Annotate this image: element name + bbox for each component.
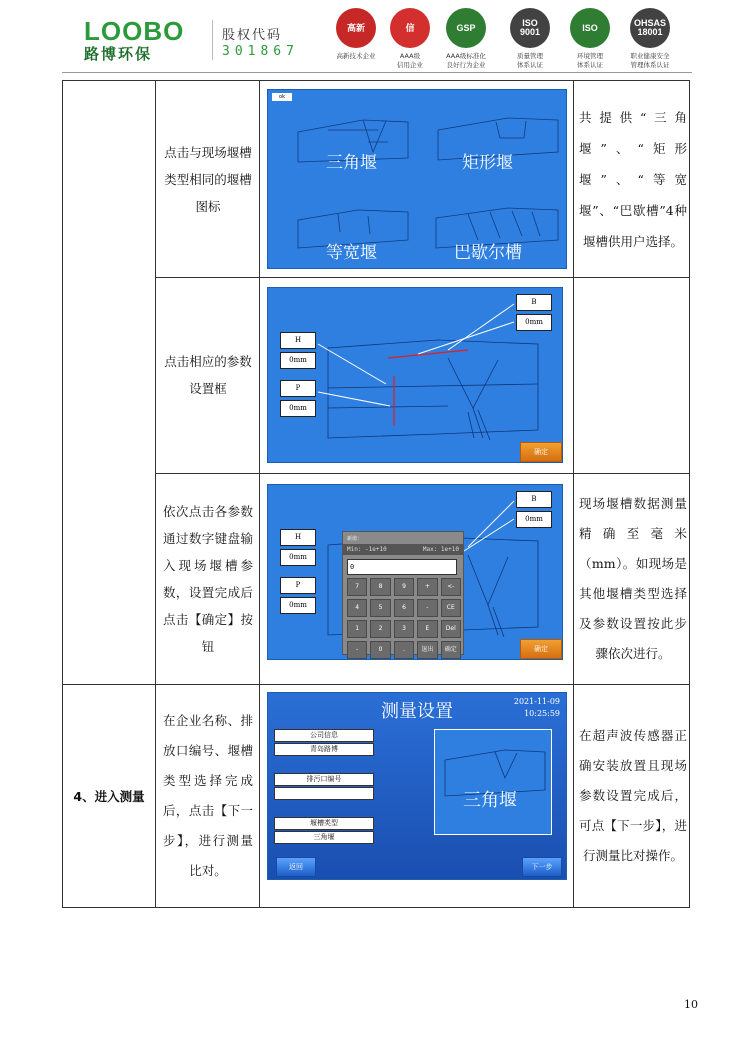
instruction-text: 在企业名称、排放口编号、堰槽类型选择完成后，点击【下一步】，进行测量比对。 xyxy=(163,713,253,878)
instruction-text: 点击与现场堰槽类型相同的堰槽图标 xyxy=(164,144,252,214)
back-button[interactable]: 返回 xyxy=(276,857,316,877)
outlet-number-input[interactable] xyxy=(274,787,374,800)
keypad-key[interactable]: 确定 xyxy=(441,641,461,659)
certification-badge xyxy=(500,8,560,70)
weir-type-label: 堰槽类型 xyxy=(274,817,374,830)
instruction-cell xyxy=(163,81,253,277)
page-number: 10 xyxy=(684,998,698,1011)
keypad-key[interactable]: 4 xyxy=(347,599,367,617)
outlet-number-label: 排污口编号 xyxy=(274,773,374,786)
instruction-cell xyxy=(163,473,253,684)
keypad-key[interactable]: 8 xyxy=(370,578,390,596)
confirm-button[interactable]: 确定 xyxy=(520,639,562,659)
clock-date: 2021-11-09 xyxy=(513,697,560,706)
certification-caption: 职业健康安全 管理体系认证 xyxy=(630,52,670,69)
param-entry-screen xyxy=(267,287,563,463)
keypad-key[interactable]: 6 xyxy=(394,599,414,617)
keypad-min: Min: -1e+10 xyxy=(347,546,387,553)
instruction-text: 点击相应的参数设置框 xyxy=(164,354,252,396)
page-header xyxy=(0,0,750,80)
company-info-label: 公司信息 xyxy=(274,729,374,742)
weir-diagrams xyxy=(268,90,567,269)
h-param-input[interactable]: 0mm xyxy=(280,352,316,369)
certification-badge xyxy=(620,8,680,70)
company-logo-chinese: 路博环保 xyxy=(84,45,153,63)
keypad-key[interactable]: 5 xyxy=(370,599,390,617)
keypad-keys xyxy=(347,578,461,659)
keypad-max: Max: 1e+10 xyxy=(422,546,459,553)
measure-settings-title: 测量设置 xyxy=(381,701,453,722)
col-divider xyxy=(573,81,574,907)
keypad-entry-screen xyxy=(267,484,563,660)
keypad-key[interactable]: 3 xyxy=(394,620,414,638)
weir-option-parshall[interactable]: 巴歇尔槽 xyxy=(454,243,522,263)
measure-settings-screen xyxy=(267,692,567,880)
certification-caption: AAA级标准化 良好行为企业 xyxy=(446,52,486,69)
weir-option-equal-width[interactable]: 等宽堰 xyxy=(326,243,377,263)
certification-badge xyxy=(380,8,440,70)
company-info-input[interactable]: 青岛路博 xyxy=(274,743,374,756)
keypad-title: 新值： xyxy=(347,536,363,542)
ohsas-icon: OHSAS 18001 xyxy=(630,8,670,48)
certification-caption: 高新技术企业 xyxy=(336,52,376,60)
keypad-input[interactable]: 0 xyxy=(347,559,457,575)
stock-code: 301867 xyxy=(222,44,299,59)
p-param-input[interactable]: 0mm xyxy=(280,400,316,417)
col-divider xyxy=(155,81,156,907)
note-text: 在超声波传感器正确安装放置且现场参数设置完成后，可点【下一步】，进行测量比对操作。 xyxy=(579,728,687,863)
keypad-key[interactable]: + xyxy=(417,578,437,596)
note-cell xyxy=(579,277,687,473)
keypad-key[interactable]: E xyxy=(417,620,437,638)
step-cell xyxy=(63,685,155,907)
clock-time: 10:25:59 xyxy=(524,709,560,718)
p-param-input[interactable]: 0mm xyxy=(280,597,316,614)
p-param-label: P xyxy=(280,380,316,397)
b-param-input[interactable]: 0mm xyxy=(516,511,552,528)
weir-preview xyxy=(434,729,552,835)
aaa-credit-icon: 信 xyxy=(390,8,430,48)
certification-badge xyxy=(560,8,620,70)
instruction-text: 依次点击各参数通过数字键盘输入现场堰槽参数，设置完成后点击【确定】按钮 xyxy=(163,503,253,654)
b-param-label: B xyxy=(516,294,552,311)
note-cell xyxy=(579,81,687,277)
weir-type-selection-screen xyxy=(267,89,567,269)
iso9001-icon: ISO 9001 xyxy=(510,8,550,48)
stock-label: 股权代码 xyxy=(222,28,283,43)
logo-divider xyxy=(212,20,213,60)
certification-badge xyxy=(436,8,496,70)
note-cell xyxy=(579,473,687,684)
clock-display xyxy=(514,696,560,720)
instruction-table xyxy=(62,80,690,908)
header-rule xyxy=(62,72,692,73)
certification-badge xyxy=(326,8,386,61)
env-mgmt-icon: ISO xyxy=(570,8,610,48)
certification-caption: 质量管理 体系认证 xyxy=(517,52,543,69)
keypad-key[interactable]: - xyxy=(417,599,437,617)
keypad-key[interactable]: - xyxy=(347,641,367,659)
keypad-key[interactable]: Del xyxy=(441,620,461,638)
col-divider xyxy=(259,81,260,907)
keypad-key[interactable]: <- xyxy=(441,578,461,596)
note-cell xyxy=(579,685,687,907)
keypad-key[interactable]: 1 xyxy=(347,620,367,638)
b-param-input[interactable]: 0mm xyxy=(516,314,552,331)
weir-preview-diagram xyxy=(435,730,553,836)
keypad-range xyxy=(343,544,463,555)
h-param-input[interactable]: 0mm xyxy=(280,549,316,566)
keypad-key[interactable]: 0 xyxy=(370,641,390,659)
h-param-label: H xyxy=(280,332,316,349)
keypad-key[interactable]: 退出 xyxy=(417,641,437,659)
note-text: 共提供“三角堰”、“矩形堰”、“等宽堰”、“巴歇槽”4种堰槽供用户选择。 xyxy=(579,109,687,249)
keypad-key[interactable]: 9 xyxy=(394,578,414,596)
step-label: 4、进入测量 xyxy=(73,788,145,804)
keypad-key[interactable]: 7 xyxy=(347,578,367,596)
weir-option-triangle[interactable]: 三角堰 xyxy=(326,153,377,173)
numeric-keypad xyxy=(342,531,464,655)
weir-preview-label: 三角堰 xyxy=(463,790,517,811)
keypad-key[interactable]: CE xyxy=(441,599,461,617)
company-logo: LOOBO xyxy=(84,16,185,46)
p-param-label: P xyxy=(280,577,316,594)
certification-caption: 环境管理 体系认证 xyxy=(577,52,603,69)
certification-caption: AAA级 信用企业 xyxy=(397,52,423,69)
next-step-button[interactable]: 下一步 xyxy=(522,857,562,877)
instruction-cell xyxy=(163,685,253,907)
weir-option-rectangle[interactable]: 矩形堰 xyxy=(462,153,513,173)
weir-type-select[interactable]: 三角堰 xyxy=(274,831,374,844)
gsp-icon: GSP xyxy=(446,8,486,48)
b-param-label: B xyxy=(516,491,552,508)
confirm-button[interactable]: 确定 xyxy=(520,442,562,462)
note-text: 现场堰槽数据测量精确至毫米（mm）。如现场是其他堰槽类型选择及参数设置按此步骤依次进行。 xyxy=(579,495,687,661)
h-param-label: H xyxy=(280,529,316,546)
high-tech-enterprise-icon: 高新 xyxy=(336,8,376,48)
keypad-key[interactable]: 2 xyxy=(370,620,390,638)
keypad-key[interactable]: . xyxy=(394,641,414,659)
ok-tag[interactable]: ok xyxy=(272,93,292,101)
instruction-cell xyxy=(163,277,253,473)
